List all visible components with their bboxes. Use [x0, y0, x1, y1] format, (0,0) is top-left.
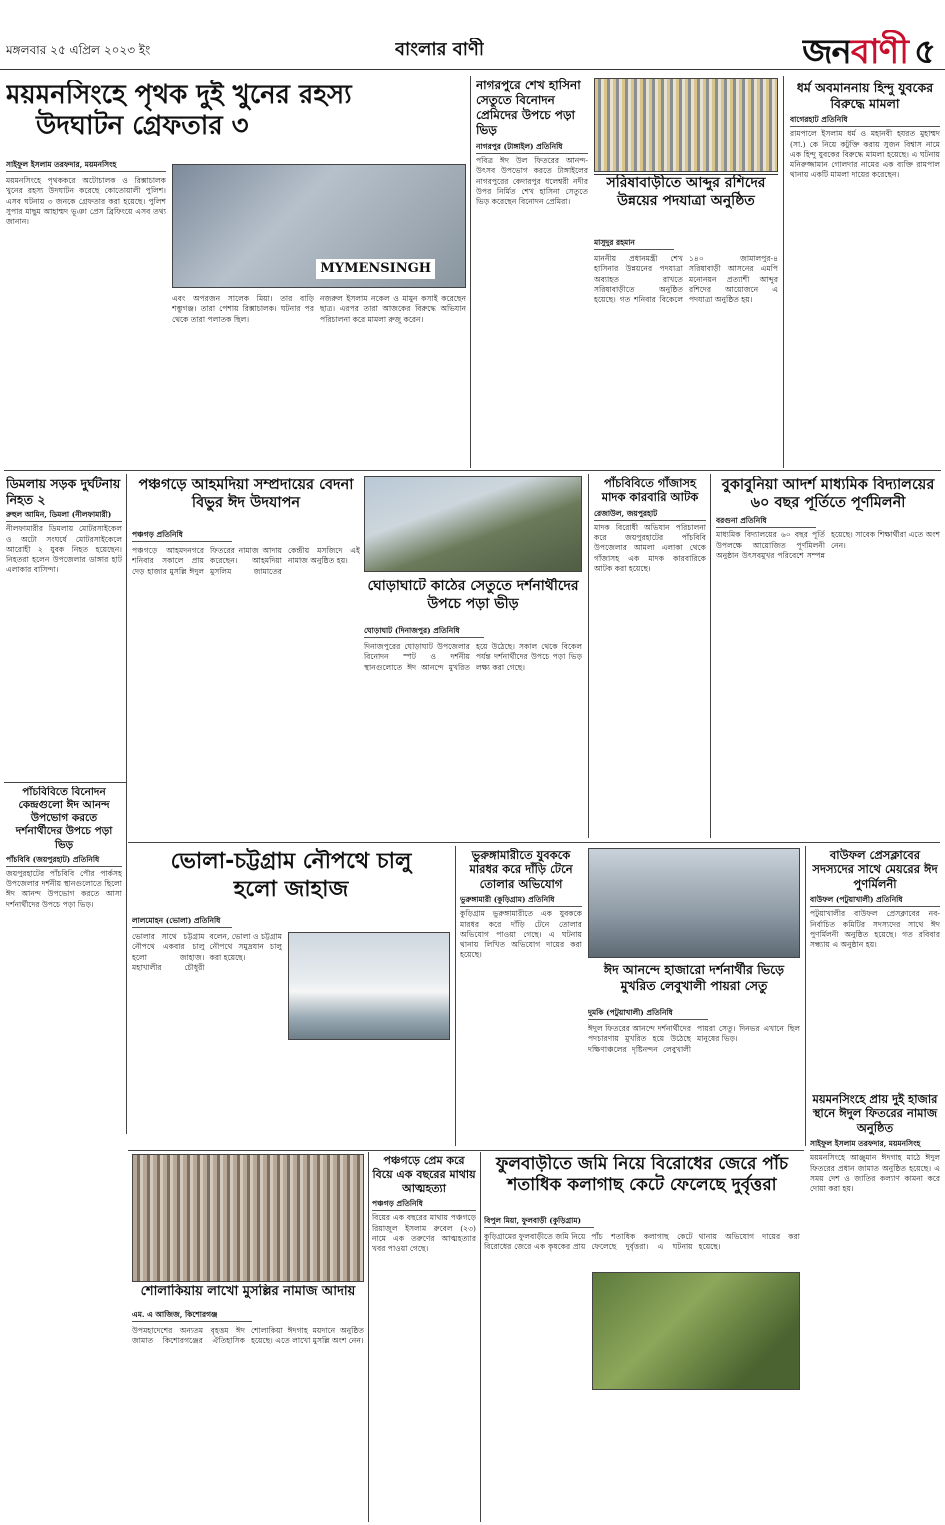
fulbari-headline-1: ফুলবাড়ীতে জমি নিয়ে বিরোধের জেরে পাঁচ	[495, 1154, 789, 1174]
dimla-byline: রুহুল আমিন, ডিমলা (নীলফামারী)	[6, 510, 122, 522]
ferris-wheel-photo	[364, 476, 582, 572]
sholakia-headline: শোলাকিয়ায় লাখো মুসল্লির নামাজ আদায়	[140, 1284, 356, 1299]
sarishabari-byline: মাসুদুর রহমান	[594, 238, 674, 250]
mymensingh-body-1: ময়মনসিংহে পৃথককরে অটোচালক ও রিক্সাচালক খুনের রহস্য উদঘাটন করেছে কোতোয়ালী পুলিশ। এসব ঘটনায় ৩ জনকে গ্রেফতার করা হয়েছে। পুলিশ সুপার মাছুম আহাম্মদ ভূঞা প্রেস ব্রিফিংয়ে এসব তথ্য জানান।	[6, 176, 166, 226]
ghoraghat-headline-box	[364, 578, 582, 622]
dimla-article	[6, 476, 122, 776]
masthead	[0, 0, 945, 70]
bhola-body: ভোলার সাথে চট্টগ্রাম নৌপথে একবার চালু হলো জাহাজ। মহাখালীর চৌধুরী বলেন, ভোলা ও চট্টগ্রাম নৌপথে সমুদ্রযান চালু করা হয়েছে।	[132, 932, 282, 972]
page-number: ৫	[913, 32, 935, 70]
panchagarh-love-headline: পঞ্চগড়ে প্রেম করে বিয়ে এক বছরের মাথায় আত্মহত্যা	[372, 1154, 476, 1195]
panchagarh-body: পঞ্চগড়ে আহমদনগরে শনিবার সকালে প্রায় দেড় হাজার মুসল্লি ঈদুল ফিতরের নামাজ আদায় করেছেন। আহমদিয়া মুসলিম জামাতের কেন্দ্রীয় মসজিদে এই নামাজ অনুষ্ঠিত হয়।	[132, 546, 360, 576]
mymensingh-body-2: এবং অপরজন সালেক মিয়া। তার বাড়ি শম্ভুগঞ্জ। তারা পেশায় রিক্সাচালক। ঘটনার পর থেকে তারা পলাতক ছিল।	[172, 294, 314, 324]
ghoraghat-byline: ঘোড়াঘাট (দিনাজপুর) প্রতিনিধি	[364, 626, 484, 638]
logo-part2: বাণী	[850, 32, 908, 70]
dimla-body: নীলফামারীর ডিমলায় মোটরসাইকেল ও অটো সংঘর্ষে মোটরসাইকেলে আরোহী ২ যুবক নিহত হয়েছেন। নিহতরা হলেন উপজেলার ডাঙ্গার হাট এলাকার বাসিন্দা।	[6, 524, 122, 575]
bhola-headline-2: হলো জাহাজ	[233, 876, 349, 902]
panchagarh-love-article	[372, 1154, 476, 1520]
dharma-headline: ধর্ম অবমাননায় হিন্দু যুবকের বিরুদ্ধে মামলা	[796, 80, 934, 111]
panchbibi-ganja-headline: পাঁচবিবিতে গাঁজাসহ মাদক কারবারি আটক	[601, 476, 699, 505]
rally-photo	[594, 78, 778, 172]
banana-trees-photo	[592, 1272, 800, 1390]
lebukhali-headline-box	[588, 962, 800, 1004]
panchbibi-ganja-byline: রেজাউল, জয়পুরহাট	[594, 509, 706, 521]
sarishabari-headline-box	[594, 174, 778, 234]
paper-name: বাংলার বাণী	[395, 39, 485, 60]
dharma-byline: বাগেরহাট প্রতিনিধি	[790, 115, 940, 127]
fulbari-headline-2: শতাধিক কলাগাছ কেটে ফেলেছে দুর্বৃত্তরা	[507, 1175, 777, 1196]
mymensingh-article-head	[6, 80, 466, 156]
dharma-article	[790, 80, 940, 468]
baufal-headline: বাউফল প্রেসক্লাবের সদস্যদের সাথে মেয়রের ঈদ পুণর্মিলনী	[812, 848, 938, 891]
mymensingh-eid-article	[810, 1092, 940, 1522]
lebukhali-byline: দুমকি (পটুয়াখালী) প্রতিনিধি	[588, 1008, 708, 1020]
mymensingh-body-3: নজরুল ইসলাম নকেল ও মামুন কসাই করেছেন ছাত্র। এরপর তারা আজকের বিরুদ্ধে অভিযান পরিচালনা করে মামলা রুজু করেন।	[320, 294, 466, 324]
baufal-article	[810, 848, 940, 1088]
panchagarh-byline: পঞ্চগড় প্রতিনিধি	[132, 530, 232, 542]
bhola-headline-1: ভোলা-চট্টগ্রাম নৌপথে চালু	[170, 849, 412, 874]
bukabunia-headline: বুকাবুনিয়া আদর্শ মাধ্যমিক বিদ্যালয়ের ৬০ বছর পূর্তিতে পূর্ণমিলনী	[721, 476, 935, 512]
bhola-byline: লালমোহন (ভোলা) প্রতিনিধি	[132, 916, 232, 928]
mymensingh-eid-byline: সাইফুল ইসলাম তরফদার, ময়মনসিংহ	[810, 1139, 940, 1151]
bhurungamari-article	[460, 848, 582, 1144]
nagarpur-headline: নাগরপুরে শেখ হাসিনা সেতুতে বিনোদন প্রেমিদের উপচে পড়া ভিড়	[476, 78, 581, 137]
ghoraghat-headline: ঘোড়াঘাটে কাঠের সেতুতে দর্শনার্থীদের উপচে পড়া ভীড়	[367, 578, 579, 612]
sarishabari-body: মাননীয় প্রধানমন্ত্রী শেখ হাসিনার উন্নয়নের পদযাত্রা অব্যাহত রাখতে সরিষাবাড়ীতে অনুষ্ঠিত হয়েছে। গত শনিবার বিকেলে ১৪০ জামালপুর-৪ সরিষাবাড়ী আসনের এমপি মনোনয়ন প্রত্যাশী আব্দুর রশিদের আয়োজনে এ পদযাত্রা অনুষ্ঠিত হয়।	[594, 254, 778, 304]
payra-bridge-photo	[588, 848, 800, 958]
nagarpur-body: পবিত্র ঈদ উল ফিতরের আনন্দ-উৎসব উপভোগ করতে টাঙ্গাইলের নাগরপুরের কেদারপুর ধলেশ্বরী নদীর উপর নির্মিত শেখ হাসিনা সেতুতে ভিড় করেছেন বিনোদন প্রেমিরা।	[476, 156, 588, 207]
panchbibi-eid-headline: পাঁচবিবিতে বিনোদন কেন্দ্রগুলো ঈদ আনন্দ উপভোগ করতে দর্শনার্থীদের উপচে পড়া ভিড়	[15, 786, 113, 851]
fulbari-headline-box	[484, 1154, 800, 1212]
bhurungamari-headline: ভুরুঙ্গামারীতে যুবককে মারধর করে দাঁড়ি টেনে তোলার অভিযোগ	[469, 848, 573, 891]
panchagarh-headline: পঞ্চগড়ে আহমদিয়া সম্প্রদায়ের বেদনা বিভুর ঈদ উদযাপন	[138, 476, 354, 512]
dimla-headline: ডিমলায় সড়ক দুর্ঘটনায় নিহত ২	[6, 476, 121, 507]
mymensingh-press-photo	[172, 164, 466, 288]
ship-photo	[288, 932, 450, 1040]
logo-part1: জন	[802, 32, 851, 70]
mymensingh-headline-2: উদঘাটন গ্রেফতার ৩	[36, 111, 249, 142]
mymensingh-headline-1: ময়মনসিংহে পৃথক দুই খুনের রহস্য	[6, 80, 352, 110]
sholakia-photo	[132, 1154, 364, 1282]
sholakia-headline-box	[132, 1284, 364, 1308]
nagarpur-byline: নাগরপুর (টাঙ্গাইল) প্রতিনিধি	[476, 142, 588, 154]
mymensingh-byline: সাইফুল ইসলাম তরফদার, ময়মনসিংহ	[6, 160, 166, 172]
bhurungamari-body: কুড়িগ্রাম ভুরুঙ্গামারীতে এক যুবককে মারধর করে দাঁড়ি টেনে তোলার অভিযোগ পাওয়া গেছে। এ ঘটনায় থানায় লিখিত অভিযোগ দায়ের করা হয়েছে।	[460, 909, 582, 960]
fulbari-byline: বিপুল মিয়া, ফুলবাড়ী (কুড়িগ্রাম)	[484, 1216, 594, 1228]
bukabunia-article	[716, 476, 940, 838]
photo-banner-text: MYMENSINGH	[316, 259, 435, 279]
panchbibi-eid-body: জয়পুরহাটের পাঁচবিবি পৌর পার্কসহ উপজেলার দর্শনীয় স্থানগুলোতে ছিলো ঈদ আনন্দ উপভোগ করতে আসা দর্শনার্থীদের উপচে পড়া ভিড়।	[6, 868, 122, 909]
sholakia-body: উপমহাদেশের অন্যতম বৃহত্তম ঈদ জামাত কিশোরগঞ্জের ঐতিহাসিক শোলাকিয়া ঈদগাহ ময়দানে অনুষ্ঠিত হয়েছে। এতে লাখো মুসল্লি অংশ নেন।	[132, 1326, 364, 1346]
nagarpur-article	[476, 78, 588, 378]
sarishabari-headline: সরিষাবাড়ীতে আব্দুর রশিদের উন্নয়ের পদযাত্রা অনুষ্ঠিত	[606, 175, 766, 209]
panchagarh-headline-box	[132, 476, 360, 528]
bukabunia-byline: বরগুনা প্রতিনিধি	[716, 516, 816, 528]
baufal-byline: বাউফল (পটুয়াখালী) প্রতিনিধি	[810, 895, 940, 907]
dharma-body: রামপালে ইসলাম ধর্ম ও মহানবী হযরত মুহাম্মদ (সা.) কে নিয়ে কটুক্তি করায় সুজন বিশ্বাস নামে এক হিন্দু যুবকের বিরুদ্ধে মামলা হয়েছে। এ ঘটনায় মনিরুজ্জামান গোলদার নামের এক ব্যক্তি রামপাল থানায় একটি মামলা দায়ের করেছেন।	[790, 129, 940, 180]
mymensingh-eid-headline: ময়মনসিংহে প্রায় দুই হাজার স্থানে ঈদুল ফিতরের নামাজ অনুষ্ঠিত	[812, 1092, 938, 1135]
lebukhali-body: ঈদুল ফিতরের আনন্দে দর্শনার্থীদের পদচারণায় মুখরিত হয়ে উঠেছে দক্ষিণাঞ্চলের দৃষ্টিনন্দন লেবুখালী পায়রা সেতু। দিনভর এখানে ছিল মানুষের ভিড়।	[588, 1024, 800, 1054]
mymensingh-eid-body: ময়মনসিংহে আঞ্জুমান ঈদগাহ মাঠে ঈদুল ফিতরের প্রধান জামাত অনুষ্ঠিত হয়েছে। এ সময় দেশ ও জাতির কল্যাণ কামনা করে দোয়া করা হয়।	[810, 1153, 940, 1193]
ghoraghat-body: দিনাজপুরের ঘোড়াঘাট উপজেলার বিনোদন স্পট ও দর্শনীয় স্থানগুলোতে ঈদ আনন্দে মুখরিত হয়ে উঠেছে। সকাল থেকে বিকেল পর্যন্ত দর্শনার্থীদের উপচে পড়া ভিড় লক্ষ্য করা গেছে।	[364, 642, 582, 672]
panchbibi-eid-article	[6, 786, 122, 1130]
panchbibi-ganja-body: মাদক বিরোধী অভিযান পরিচালনা করে জয়পুরহাটের পাঁচবিবি উপজেলার আমলা এলাকা থেকে গাঁজাসহ এক মাদক কারবারিকে আটক করা হয়েছে।	[594, 522, 706, 573]
bhurungamari-byline: ভুরুঙ্গামারী (কুড়িগ্রাম) প্রতিনিধি	[460, 895, 582, 907]
issue-date: মঙ্গলবার ২৫ এপ্রিল ২০২৩ ইং	[6, 43, 151, 57]
panchagarh-love-byline: পঞ্চগড় প্রতিনিধি	[372, 1199, 476, 1211]
panchbibi-eid-byline: পাঁচবিবি (জয়পুরহাট) প্রতিনিধি	[6, 855, 122, 867]
bukabunia-body: মাধ্যমিক বিদ্যালয়ের ৬০ বছর পূর্তি উপলক্ষে আয়োজিত পূর্ণমিলনী অনুষ্ঠান উৎসবমুখর পরিবেশে সম্পন্ন হয়েছে। সাবেক শিক্ষার্থীরা এতে অংশ নেন।	[716, 530, 940, 560]
bhola-headline-box	[132, 848, 450, 912]
newspaper-logo	[802, 30, 935, 70]
lebukhali-headline: ঈদ আনন্দে হাজারো দর্শনার্থীর ভিড়ে মুখরিত লেবুখালী পায়রা সেতু	[603, 962, 785, 993]
fulbari-body: কুড়িগ্রামের ফুলবাড়ীতে জমি নিয়ে বিরোধের জেরে এক কৃষকের প্রায় পাঁচ শতাধিক কলাগাছ কেটে ফেলেছে দুর্বৃত্তরা। এ ঘটনায় থানায় অভিযোগ দায়ের করা হয়েছে।	[484, 1232, 800, 1252]
sholakia-byline: এম. এ আজিজ, কিশোরগঞ্জ	[132, 1310, 252, 1322]
panchagarh-love-body: বিয়ের এক বছরের মাথায় পঞ্চগড়ে রিয়াজুল ইসলাম রুবেল (২৩) নামে এক তরুণের আত্মহত্যার খবর পাওয়া গেছে।	[372, 1213, 476, 1254]
baufal-body: পটুয়াখালীর বাউফল প্রেসক্লাবের নব-নির্বাচিত কমিটির সদস্যদের সাথে ঈদ পুণর্মিলনী অনুষ্ঠিত হয়েছে। গত রবিবার সন্ধ্যায় এ অনুষ্ঠান হয়।	[810, 909, 940, 949]
panchbibi-ganja-article	[594, 476, 706, 838]
